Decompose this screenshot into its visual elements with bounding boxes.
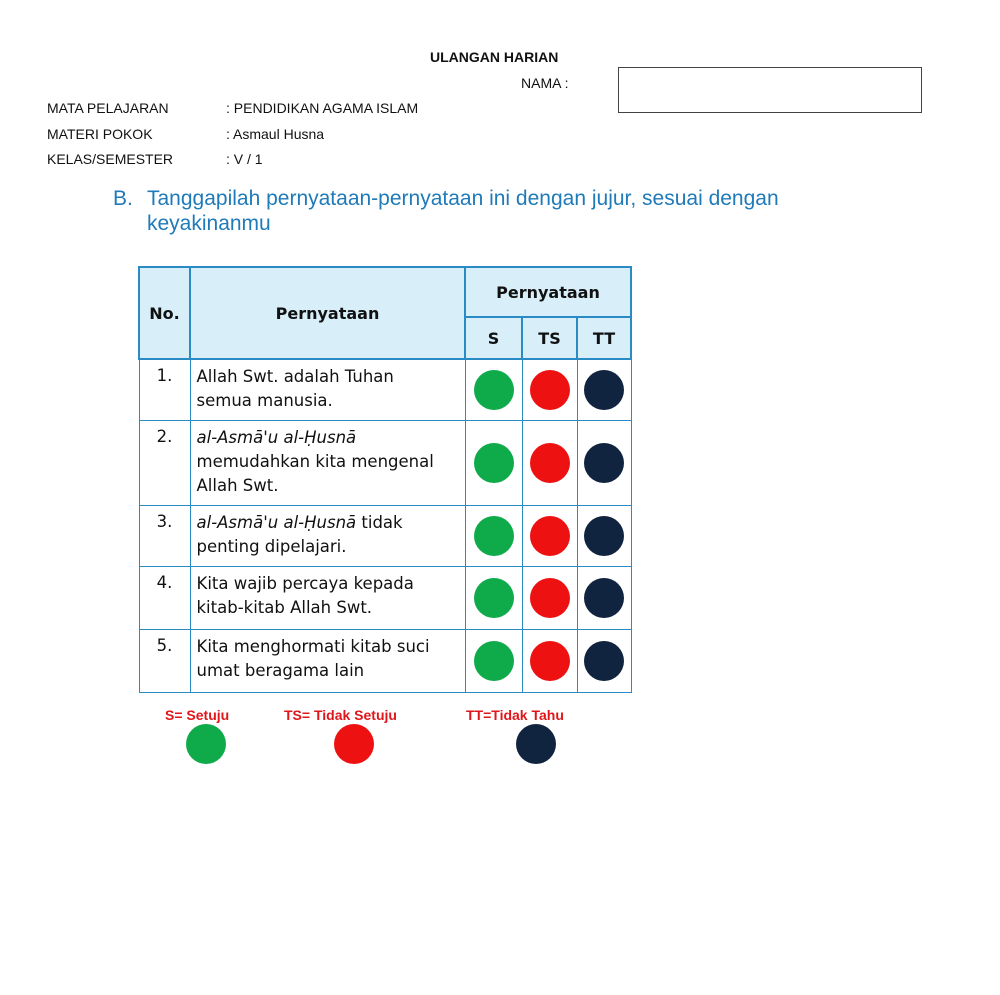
answer-s-dot[interactable] xyxy=(474,516,514,556)
answer-s-dot[interactable] xyxy=(474,370,514,410)
name-label: NAMA : xyxy=(521,75,569,91)
answer-ts-dot[interactable] xyxy=(530,370,570,410)
statement-line: Kita menghormati kitab suci xyxy=(196,636,430,656)
statement-term-italic: al-Asmā'u al-Ḥusnā xyxy=(196,512,357,532)
statement-line: kitab-kitab Allah Swt. xyxy=(196,597,373,617)
row-number: 4. xyxy=(139,566,190,629)
statement-line: Kita wajib percaya kepada xyxy=(196,573,414,593)
answer-s-dot[interactable] xyxy=(474,641,514,681)
header-no: No. xyxy=(139,267,190,359)
legend-tt-dot[interactable] xyxy=(516,724,556,764)
statement-line: umat beragama lain xyxy=(196,660,365,680)
statement-line: memudahkan kita mengenal xyxy=(196,451,434,471)
instruction-line-1 xyxy=(113,186,883,211)
statement-table xyxy=(138,266,632,693)
header-response-group: Pernyataan xyxy=(465,267,631,317)
worksheet-title: ULANGAN HARIAN xyxy=(430,49,559,65)
row-number: 1. xyxy=(139,359,190,420)
row-number: 2. xyxy=(139,420,190,505)
statement-line: Allah Swt. xyxy=(196,475,279,495)
statement-tail: tidak xyxy=(356,512,403,532)
header-tt: TT xyxy=(577,317,631,359)
table-row xyxy=(139,420,631,505)
class-semester-value: : V / 1 xyxy=(226,151,263,167)
answer-ts-dot[interactable] xyxy=(530,578,570,618)
statement-term-italic: al-Asmā'u al-Ḥusnā xyxy=(196,427,357,447)
answer-tt-dot[interactable] xyxy=(584,578,624,618)
table-row xyxy=(139,505,631,566)
statement-line: Allah Swt. adalah Tuhan xyxy=(196,367,394,386)
statement-cell xyxy=(190,629,465,692)
header-s: S xyxy=(465,317,522,359)
statement-cell xyxy=(190,505,465,566)
answer-tt-dot[interactable] xyxy=(584,641,624,681)
row-number: 5. xyxy=(139,629,190,692)
statement-cell xyxy=(190,359,465,420)
header-statement: Pernyataan xyxy=(190,267,465,359)
row-number: 3. xyxy=(139,505,190,566)
statement-line: penting dipelajari. xyxy=(196,536,347,556)
legend-ts-label: TS= Tidak Setuju xyxy=(284,707,397,723)
header-ts: TS xyxy=(522,317,577,359)
answer-ts-dot[interactable] xyxy=(530,516,570,556)
instruction-line-2: keyakinanmu xyxy=(147,212,271,235)
table-row xyxy=(139,359,631,420)
instruction-number: B. xyxy=(113,187,133,210)
topic-value: : Asmaul Husna xyxy=(226,126,325,142)
topic-label: MATERI POKOK xyxy=(47,126,153,142)
name-input[interactable] xyxy=(618,67,922,113)
answer-ts-dot[interactable] xyxy=(530,641,570,681)
legend-s-label: S= Setuju xyxy=(165,707,230,723)
legend-tt-label: TT=Tidak Tahu xyxy=(466,707,564,723)
answer-tt-dot[interactable] xyxy=(584,516,624,556)
statement-line: semua manusia. xyxy=(196,391,333,410)
statement-cell xyxy=(190,566,465,629)
answer-s-dot[interactable] xyxy=(474,578,514,618)
instruction xyxy=(113,186,883,236)
answer-tt-dot[interactable] xyxy=(584,443,624,483)
subject-label: MATA PELAJARAN xyxy=(47,100,169,116)
subject-value: : PENDIDIKAN AGAMA ISLAM xyxy=(226,100,419,116)
instruction-text-1: Tanggapilah pernyataan-pernyataan ini dengan jujur, sesuai dengan xyxy=(147,187,779,210)
table-row xyxy=(139,566,631,629)
class-semester-label: KELAS/SEMESTER xyxy=(47,151,174,167)
answer-ts-dot[interactable] xyxy=(530,443,570,483)
legend-s-dot[interactable] xyxy=(186,724,226,764)
answer-s-dot[interactable] xyxy=(474,443,514,483)
legend-ts-dot[interactable] xyxy=(334,724,374,764)
table-row xyxy=(139,629,631,692)
answer-tt-dot[interactable] xyxy=(584,370,624,410)
statement-cell xyxy=(190,420,465,505)
